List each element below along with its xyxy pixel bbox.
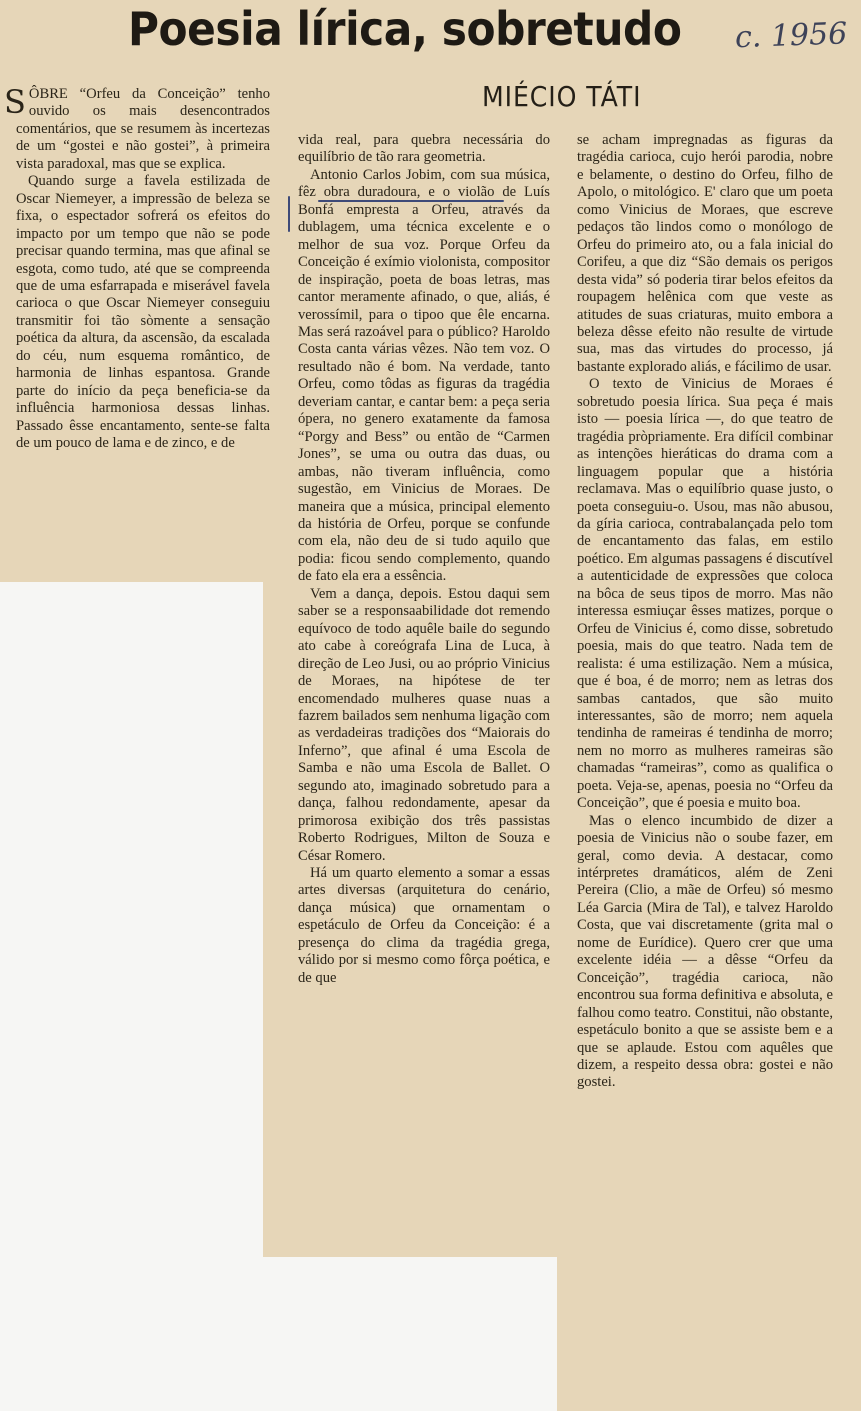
column2-paragraph-1: vida real, para quebra necessária do equilíbrio de tão rara geometria. — [298, 132, 550, 166]
article-column-1 — [4, 83, 270, 453]
article-column-3 — [577, 132, 833, 1092]
handwritten-date: c. 1956 — [734, 16, 848, 56]
column3-paragraph-3: Mas o elenco incumbido de dizer a poesia de Vinicius não o soube fazer, em geral, como devia. A destacar, como intérpretes dramáticos, além de Zeni Pereira (Clio, a mãe de Orfeu) só mesmo Léa Garcia (Mira de Tal), e talvez Haroldo Costa, que vai discretamente (grita mal o nome de Eurídice). Quero crer que uma excelente idéia — a dêsse “Orfeu da Conceição”, tragédia carioca, não encontrou sua forma definitiva e absoluta, e falhou como teatro. Constitui, não obstante, espetáculo bonito a que se assiste bem e a que se aplaude. Estou com aquêles que dizem, a respeito dessa obra: gostei e não gostei. — [577, 812, 833, 1091]
column2-paragraph-4: Há um quarto elemento a somar a essas artes diversas (arquitetura do cenário, dança música) que ornamentam o espetáculo de Orfeu da Conceição: é a presença do clima da tragédia grega, válido por si mesmo como fôrça poética, e de que — [298, 865, 550, 986]
column1-paragraph-2: Quando surge a favela estilizada de Oscar Niemeyer, a impressão de beleza se fixa, o espectador sofrerá os efeitos do impacto por um tempo que não se pode precisar quando termina, mas que afinal se esgota, como tudo, até que se compreenda que de uma esfarrapada e miserável favela carioca o que Oscar Niemeyer conseguiu transmitir foi tão sòmente a sensação poética da altura, da ascensão, da escalada do céu, num esquema romântico, de harmonia de linhas espantosa. Grande parte do início da peça beneficia-se da influência harmoniosa dessas linhas. Passado êsse encantamento, sente-se falta de um pouco de lama e de zinco, e de — [16, 173, 270, 452]
column3-paragraph-1: se acham impregnadas as figuras da tragédia carioca, cujo herói parodia, nobre e belamente, o destino do Orfeu, filho de Apolo, o mitológico. E' claro que um poeta como Vinicius de Moraes, que escreve pedaços tão lindos como o monólogo de Orfeu do primeiro ato, ou a fala inicial do Corifeu, a que diz “São demais os perigos desta vida” só poderia tirar belos efeitos da roupagem helênica com que veste as atitudes de suas criaturas, muito embora a beleza dêsse efeito não resulte de virtude sua, mas das virtudes do processo, já bastante explorado aliás, e fácilimo de usar. — [577, 132, 833, 375]
article-column-2 — [298, 132, 550, 987]
drop-cap: S — [4, 83, 26, 121]
column1-paragraph-1 — [4, 83, 270, 173]
article-headline: Poesia lírica, sobretudo — [128, 2, 682, 56]
pen-margin-mark — [288, 196, 290, 232]
column3-paragraph-2: O texto de Vinicius de Moraes é sobretudo poesia lírica. Sua peça é mais isto — poesia lírica —, do que teatro de tragédia pròpriamente. Era difícil combinar as intenções hieráticas do drama com a linguagem popular que a história reclamava. Mas o equilíbrio quase justo, o poeta conseguiu-o. Usou, mas não abusou, da gíria carioca, contrabalançada pelo tom de encantamento das falas, em estilo poético. Em algumas passagens é discutível a autenticidade de expressões que coloca na bôca de seus tipos de morro. Mas não interessa esmiuçar êsses matizes, porque o Orfeu de Vinicius é, como disse, sobretudo poesia, mais do que teatro. Nada tem de realista: é uma estilização. Nem a música, que é boa, é de morro; nem as letras dos sambas cantados, que são muito interessantes, são de morro; nem aquela tendinha de rameiras é tendinha de morro; nem no morro as mulheres rameiras são chamadas “rameiras”, como as qualifica o poeta. Veja-se, apenas, poesia no “Orfeu da Conceição”, que é poesia e muito boa. — [577, 376, 833, 812]
article-author: MIÉCIO TÁTI — [482, 80, 642, 113]
column1-paragraph-1-text: ÔBRE “Orfeu da Conceição” tenho ouvido os mais desencontrados comentários, que se resumem às incertezas de um “gostei e não gostei”, à primeira vista paradoxal, mas que se explica. — [16, 86, 270, 172]
clipping-paper-bottom-right — [557, 1255, 861, 1411]
column2-paragraph-3: Vem a dança, depois. Estou daqui sem saber se a responsaabilidade dot remendo equívoco de todo aquêle baile do segundo ato cabe à coreógrafa Lina de Luca, à direção de Leo Jusi, ou ao próprio Vinicius de Moraes, na hipótese de ter encomendado mulheres quase nuas a fazrem bailados sem nenhuma ligação com as verdadeiras tradições dos “Maiorais do Inferno”, que afinal é uma Escola de Samba e não uma Escola de Ballet. O segundo ato, imaginado sobretudo para a dança, falhou redondamente, apesar da primorosa exibição dos três passistas Roberto Rodrigues, Milton de Souza e César Romero. — [298, 585, 550, 864]
pen-underline-mark — [318, 200, 504, 202]
column2-paragraph-2: Antonio Carlos Jobim, com sua música, fêz obra duradoura, e o violão de Luís Bonfá empresta a Orfeu, através da dublagem, uma técnica excelente e o melhor de sua voz. Porque Orfeu da Conceição é exímio violonista, compositor de inspiração, poeta de boas letras, mas cantor meramente afinado, o que, aliás, é verossímil, para o tipoo que êle encarna. Mas será razoável para o público? Haroldo Costa canta várias vêzes. Não tem voz. O resultado não é bom. Na verdade, tanto Orfeu, como tôdas as figuras da tragédia deveriam cantar, e cantar bem: a peça seria ópera, no genero exatamente da famosa “Porgy and Bess” ou então de “Carmen Jones”, se uma ou outra das duas, ou ambas, não tiveram influência, como sugestão, em Vinicius de Moraes. De maneira que a música, principal elemento da história de Orfeu, porque se confunde com ela, não deu de si tudo aquilo que podia: ficou sendo complemento, quando de fato ela era a essência. — [298, 166, 550, 585]
